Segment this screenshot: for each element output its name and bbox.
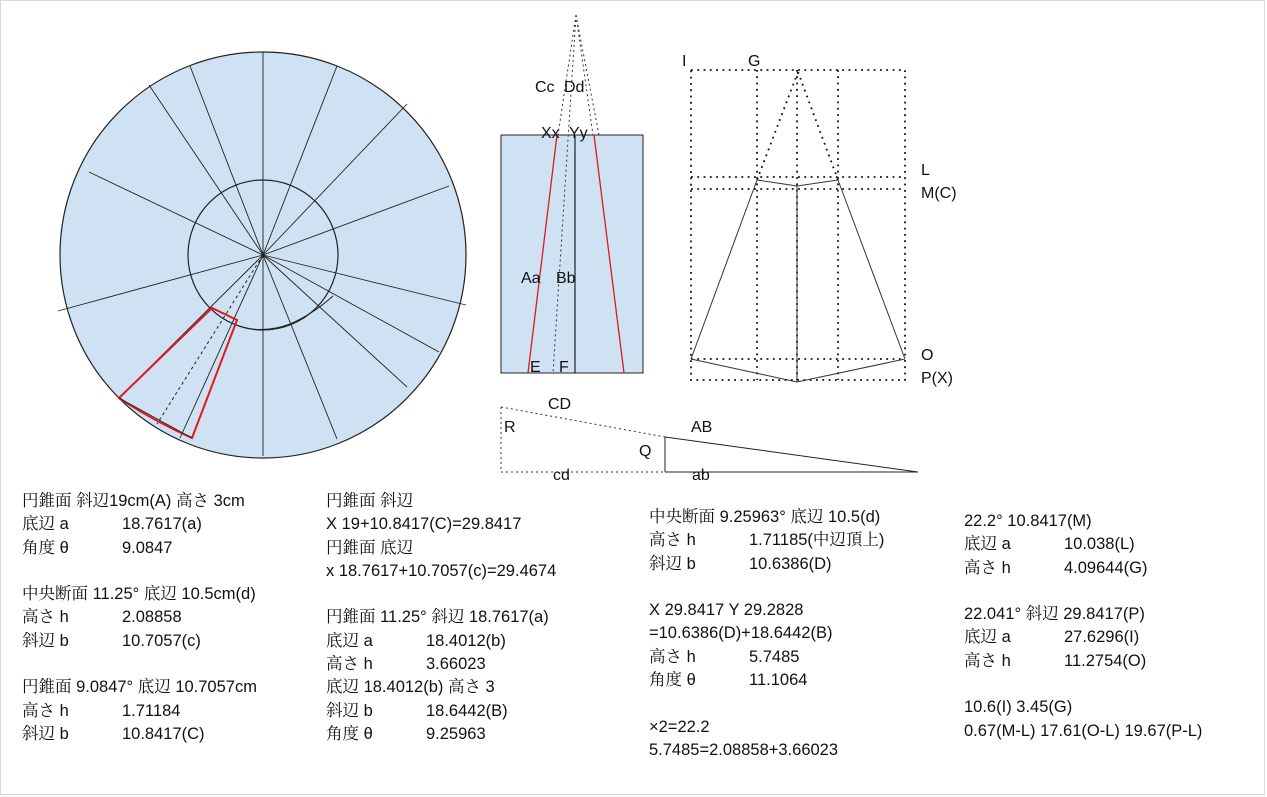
- label-PX: P(X): [921, 370, 953, 387]
- label-CD: CD: [548, 396, 572, 413]
- col3-row-2: 斜辺 b 10.6386(D): [649, 554, 832, 573]
- label-ab: ab: [692, 467, 710, 484]
- text-column-3: [649, 506, 884, 762]
- col3-line-4: ×2=22.2: [649, 717, 710, 736]
- col2-line-6: 底辺 18.4012(b) 高さ 3: [326, 678, 495, 697]
- label-R: R: [504, 419, 516, 436]
- cone-side-rectangle: [501, 15, 643, 376]
- col1-row-1: 底辺 a 18.7617(a): [22, 515, 202, 534]
- col4-row-1: 底辺 a 10.038(L): [964, 535, 1135, 554]
- frustum-right-edge: [838, 180, 905, 359]
- label-G: G: [748, 53, 761, 70]
- frustum-solid-edges: [691, 180, 905, 382]
- text-column-2: [326, 490, 556, 746]
- label-O: O: [921, 347, 934, 364]
- label-AB: AB: [691, 419, 713, 436]
- dotted-apex-l: [757, 72, 798, 180]
- dotted-axis-right: [576, 15, 599, 135]
- label-F: F: [559, 359, 569, 376]
- col4-row-3: 底辺 a 27.6296(I): [964, 628, 1140, 647]
- label-Q: Q: [639, 443, 652, 460]
- col4-row-2: 高さ h 4.09644(G): [964, 558, 1148, 577]
- col2-line-1: 円錐面 斜辺: [326, 492, 414, 510]
- col3-line-1: 中央断面 9.25963° 底辺 10.5(d): [649, 508, 881, 526]
- col2-line-2: X 19+10.8417(C)=29.8417: [326, 515, 522, 534]
- cone-development-circle: [58, 52, 466, 458]
- col2-row-4: 角度 θ 9.25963: [326, 724, 486, 743]
- col2-line-5: 円錐面 11.25° 斜辺 18.7617(a): [326, 608, 549, 627]
- triangle-comparison: [501, 396, 918, 484]
- dotted-apex-left: [558, 15, 576, 135]
- label-E: E: [530, 359, 541, 376]
- col4-line-3: 10.6(I) 3.45(G): [964, 698, 1073, 717]
- label-cd: cd: [553, 467, 570, 484]
- label-Yy: Yy: [569, 125, 588, 142]
- col2-line-3: 円錐面 底辺: [326, 538, 414, 557]
- col4-line-1: 22.2° 10.8417(M): [964, 512, 1092, 530]
- text-column-1: [22, 490, 257, 746]
- col3-row-3: 高さ h 5.7485: [649, 647, 800, 666]
- label-Dd: Dd: [564, 79, 585, 96]
- col1-row-5: 高さ h 1.71184: [22, 701, 181, 720]
- col3-row-4: 角度 θ 11.1064: [649, 671, 808, 690]
- col4-row-4: 高さ h 11.2754(O): [964, 651, 1147, 670]
- col1-row-6: 斜辺 b 10.8417(C): [22, 724, 205, 743]
- col3-line-2: X 29.8417 Y 29.2828: [649, 601, 804, 620]
- label-Xx: Xx: [541, 125, 560, 142]
- label-Cc: Cc: [535, 79, 555, 96]
- label-Bb: Bb: [556, 270, 576, 287]
- label-L: L: [921, 162, 930, 179]
- text-column-4: [964, 510, 1202, 743]
- col3-line-5: 5.7485=2.08858+3.66023: [649, 740, 839, 759]
- col2-row-1: 底辺 a 18.4012(b): [326, 631, 506, 650]
- label-Aa: Aa: [521, 270, 541, 287]
- col3-line-3: =10.6386(D)+18.6442(B): [649, 624, 833, 643]
- col1-row-2: 角度 θ 9.0847: [22, 538, 173, 557]
- col4-line-2: 22.041° 斜辺 29.8417(P): [964, 605, 1145, 624]
- tri-dotted-top: [501, 407, 665, 437]
- col4-line-4: 0.67(M-L) 17.61(O-L) 19.67(P-L): [964, 721, 1203, 740]
- col1-title-2: 中央断面 11.25° 底辺 10.5cm(d): [22, 585, 256, 604]
- col2-line-4: x 18.7617+10.7057(c)=29.4674: [326, 561, 557, 580]
- label-MC: M(C): [921, 185, 957, 202]
- dotted-apex-r: [798, 72, 838, 180]
- label-I: I: [682, 53, 687, 70]
- col2-row-3: 斜辺 b 18.6442(B): [326, 701, 508, 720]
- bounding-dotted-rect: [691, 70, 905, 380]
- dotted-apex-right: [576, 15, 593, 135]
- frustum-left-edge: [691, 180, 757, 359]
- col1-title-3: 円錐面 9.0847° 底辺 10.7057cm: [22, 678, 257, 697]
- col3-row-1: 高さ h 1.71185(中辺頂上): [649, 531, 885, 550]
- col1-title-1: 円錐面 斜辺19cm(A) 高さ 3cm: [22, 492, 245, 510]
- side-rect: [501, 135, 643, 373]
- col1-row-4: 斜辺 b 10.7057(c): [22, 631, 201, 650]
- col2-row-2: 高さ h 3.66023: [326, 655, 486, 674]
- frustum-bottom-edge: [691, 359, 905, 382]
- frustum-dotted-view: [691, 70, 905, 380]
- col1-row-3: 高さ h 2.08858: [22, 608, 182, 627]
